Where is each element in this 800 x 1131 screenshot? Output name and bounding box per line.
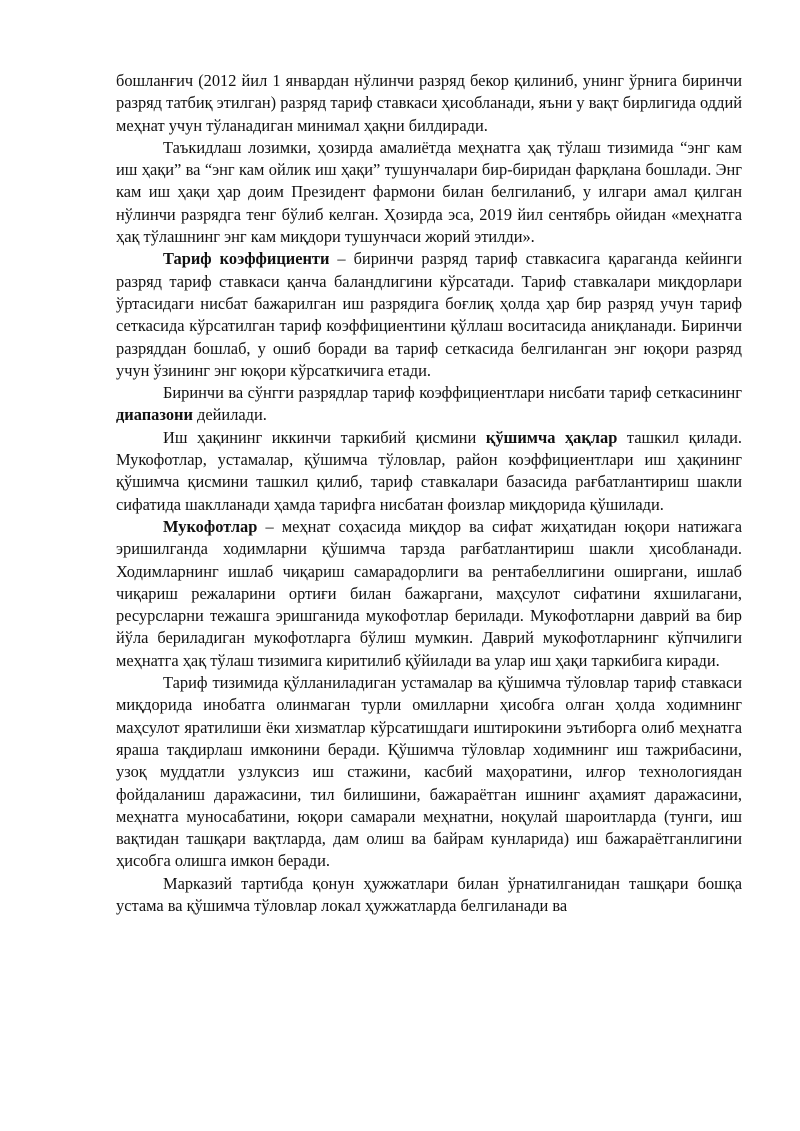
paragraph-4-before: Биринчи ва сўнгги разрядлар тариф коэффициентлари нисбати тариф сеткасининг (163, 383, 742, 403)
paragraph-5 (116, 427, 742, 516)
term-range: диапазони (116, 405, 193, 425)
paragraph-6-body: – меҳнат соҳасида миқдор ва сифат жиҳатидан юқори натижага эришилганда ходимларни қўшимча тарзда рағбатлантириш шакли ҳисобланади. Ходимларнинг ишлаб чиқариш самарадорлиги ва рентабеллигини оширгани, ишлаб чиқариш режаларини ортиғи билан бажаргани, маҳсулот сифатини яхшилагани, ресурсларни тежашга эришганида мукофотлар берилади. Мукофотларни даврий ва бир йўла бериладиган мукофотларга бўлиш мумкин. Даврий мукофотларнинг кўпчилиги меҳнатга ҳақ тўлаш тизимига киритилиб қўйилади ва улар иш ҳақи таркибига киради. (116, 516, 742, 670)
paragraph-8: Марказий тартибда қонун ҳужжатлари билан ўрнатилганидан ташқари бошқа устама ва қўшимча тўловлар локал ҳужжатларда белгиланади ва (116, 873, 742, 915)
paragraph-6 (116, 516, 742, 672)
paragraph-3-body: – биринчи разряд тариф ставкасига қараганда кейинги разряд тариф ставкаси қанча баландлигини кўрсатади. Тариф ставкалари миқдорлари ўртасидаги нисбат бажарилган иш разрядига боғлиқ ҳолда ҳар бир разряд учун тариф сеткасида кўрсатилган тариф коэффициентини қўллаш воситасида аниқланади. Биринчи разряддан бошлаб, у ошиб боради ва тариф сеткасида белгиланган энг юқори разряд учун ўзининг энг юқори кўрсаткичига етади. (116, 249, 742, 380)
paragraph-5-after: ташкил қилади. Мукофотлар, устамалар, қўшимча тўловлар, район коэффициентлари иш ҳақининг қўшимча қисмини ташкил қилиб, тариф ставкалари базасида рағбатлантириш шакли сифатида шаклланади ҳамда тарифга нисбатан фоизлар миқдорида қўшилади. (116, 427, 742, 514)
document-page (116, 70, 742, 917)
term-tariff-coefficient: Тариф коэффициенти (163, 249, 330, 269)
paragraph-3 (116, 248, 742, 382)
paragraph-5-before: Иш ҳақининг иккинчи таркибий қисмини (163, 427, 486, 447)
term-bonuses: Мукофотлар (163, 516, 258, 536)
paragraph-7: Тариф тизимида қўлланиладиган устамалар ва қўшимча тўловлар тариф ставкаси миқдорида инобатга олинмаган турли омилларни ҳисобга олган ҳолда ходимнинг маҳсулот яратилиши ёки хизматлар кўрсатишдаги иштирокини эътиборга олиб меҳнатга яраша тақдирлаш имконини беради. Қўшимча тўловлар ходимнинг иш тажрибасини, узоқ муддатли узлуксиз иш стажини, касбий маҳоратини, илғор технологиядан фойдаланиш даражасини, тил билишини, бажараётган ишнинг аҳамият даражасини, меҳнатга муносабатини, юқори самарали меҳнатни, ноқулай шароитларда (тунги, иш вақтидан ташқари вақтларда, дам олиш ва байрам кунларида) иш бажараётганлигини ҳисобга олишга имкон беради. (116, 673, 742, 871)
term-additional-payments: қўшимча ҳақлар (485, 427, 618, 447)
paragraph-2: Таъкидлаш лозимки, ҳозирда амалиётда меҳнатга ҳақ тўлаш тизимида “энг кам иш ҳақи” ва “энг кам ойлик иш ҳақи” тушунчалари бир-биридан фарқлана бошлади. Энг кам иш ҳақи ҳар доим Президент фармони билан белгиланиб, у илгари амал қилган нўлинчи разрядга тенг бўлиб келган. Ҳозирда эса, 2019 йил сентябрь ойидан «меҳнатга ҳақ тўлашнинг энг кам миқдори тушунчаси жорий этилди». (116, 137, 742, 247)
paragraph-4-after: дейилади. (192, 405, 267, 425)
paragraph-4 (116, 382, 742, 427)
paragraph-1: бошланғич (2012 йил 1 январдан нўлинчи разряд бекор қилиниб, унинг ўрнига биринчи разряд татбиқ этилган) разряд тариф ставкаси ҳисобланади, яъни у вақт бирлигида оддий меҳнат учун тўланадиган минимал ҳақни билдиради. (116, 71, 742, 135)
